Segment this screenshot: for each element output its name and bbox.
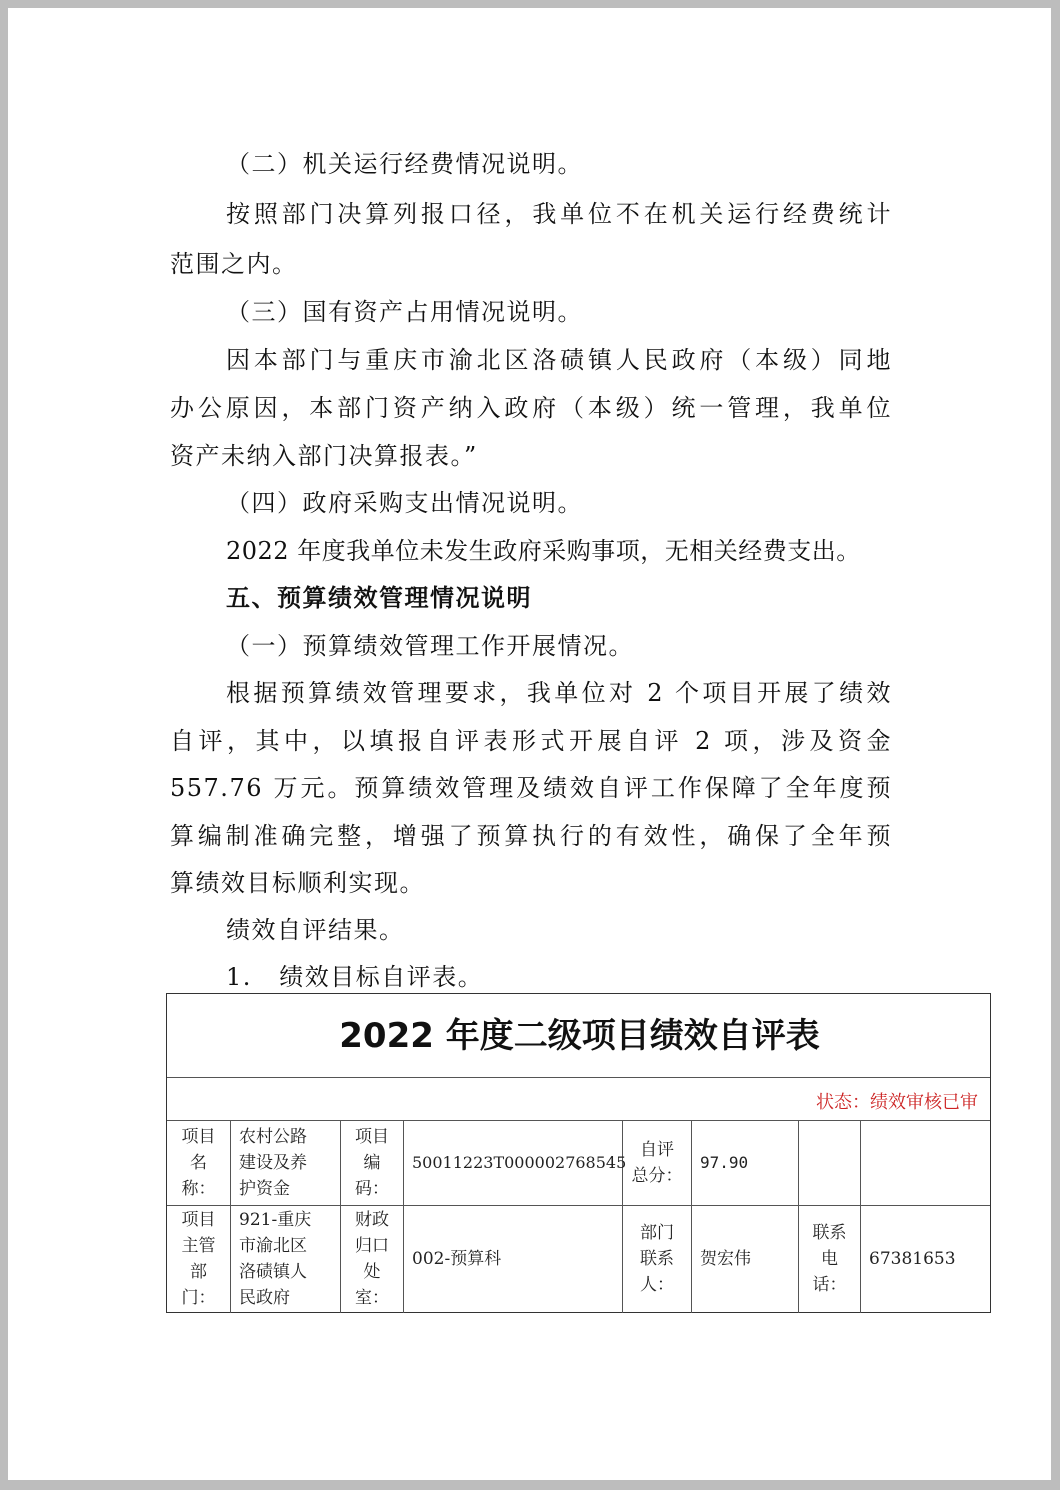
label-project-name [167,1121,230,1205]
label-self-score [623,1121,691,1205]
value-line: 洛碛镇人 [239,1262,307,1282]
value-line: 002-预算科 [412,1249,502,1269]
paragraph: 557.76 万元。预算绩效管理及绩效自评工作保障了全年度预 [170,774,892,802]
label-line: 自评 [640,1140,674,1160]
label-line: 联系 [812,1223,847,1243]
label-line: 门： [181,1288,216,1308]
value-phone [861,1206,989,1312]
label-line: 项目 [181,1210,216,1230]
value-self-score [692,1121,798,1205]
section-heading: 五、预算绩效管理情况说明 [226,584,532,612]
value-line: 农村公路 [239,1127,307,1147]
table-rule [167,1077,990,1078]
paragraph: （四）政府采购支出情况说明。 [226,489,583,517]
label-contact-person [623,1206,691,1312]
evaluation-table [166,993,991,1313]
paragraph: 资产未纳入部门决算报表。” [170,442,478,470]
label-line: 归口 [355,1236,389,1256]
paragraph: （三）国有资产占用情况说明。 [226,298,583,326]
paragraph: （一）预算绩效管理工作开展情况。 [226,632,634,660]
value-project-name [231,1121,339,1205]
paragraph: 2022 年度我单位未发生政府采购事项，无相关经费支出。 [226,537,861,565]
label-line: 主管 [181,1236,216,1256]
label-line: 项目 [181,1127,216,1147]
label-line: 编 [363,1153,381,1173]
paragraph: 根据预算绩效管理要求，我单位对 2 个项目开展了绩效 [226,679,892,707]
value-contact-person [692,1206,798,1312]
paragraph: （二）机关运行经费情况说明。 [226,150,583,178]
value-line: 贺宏伟 [700,1249,751,1269]
paragraph: 办公原因，本部门资产纳入政府（本级）统一管理，我单位 [170,394,892,422]
paragraph: 1. 绩效目标自评表。 [226,963,484,991]
label-line: 联系 [640,1249,674,1269]
label-phone [799,1206,860,1312]
value-line: 67381653 [869,1249,956,1269]
value-line: 市渝北区 [239,1236,307,1256]
value-line: 50011223T000002768545 [412,1153,627,1172]
value-line: 民政府 [239,1288,290,1308]
label-line: 人： [640,1275,674,1295]
label-line: 名 [190,1153,207,1173]
value-project-code [404,1121,627,1205]
paragraph: 按照部门决算列报口径，我单位不在机关运行经费统计 [226,200,892,228]
label-line: 部 [190,1262,207,1282]
label-line: 电 [821,1249,838,1269]
label-line: 处 [363,1262,381,1282]
label-line: 项目 [355,1127,389,1147]
label-line: 话： [812,1275,847,1295]
paragraph: 因本部门与重庆市渝北区洛碛镇人民政府（本级）同地 [226,346,892,374]
paragraph: 算编制准确完整，增强了预算执行的有效性，确保了全年预 [170,822,892,850]
value-line: 护资金 [239,1179,290,1199]
value-department [231,1206,339,1312]
label-project-code [341,1121,403,1205]
label-line: 财政 [355,1210,389,1230]
value-line: 921-重庆 [239,1210,312,1230]
label-line: 称： [181,1179,216,1199]
status-text: 状态：绩效审核已审 [816,1092,978,1113]
label-finance-office [341,1206,403,1312]
label-line: 室： [355,1288,389,1308]
paragraph: 自评，其中，以填报自评表形式开展自评 2 项，涉及资金 [170,727,892,755]
label-line: 总分： [631,1166,683,1186]
label-department [167,1206,230,1312]
value-line: 建设及养 [239,1153,307,1173]
table-title: 2022 年度二级项目绩效自评表 [339,1016,820,1056]
label-line: 码： [355,1179,389,1199]
value-finance-office [404,1206,622,1312]
paragraph: 范围之内。 [170,250,298,278]
paragraph: 算绩效目标顺利实现。 [170,869,425,897]
label-line: 部门 [640,1223,674,1243]
value-line: 97.90 [700,1153,749,1172]
paragraph: 绩效自评结果。 [226,916,405,944]
